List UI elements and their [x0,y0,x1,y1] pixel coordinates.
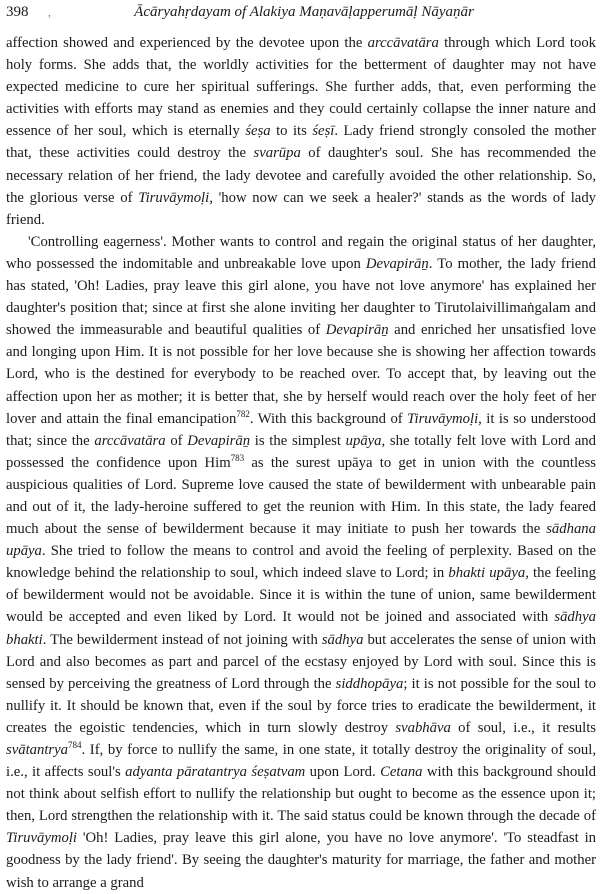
text-run: . To mother, the lady friend has stated, 'Oh! Ladies, pray leave this girl alone, you have not love anymore' has explained her daughter's position that; since at first she alone inviting her daughter to Tirutolaivillimaṅgalam and showed the immeasurable and beautiful qualities of [6,255,596,339]
page-body [6,32,596,894]
text-run: . The bewilderment instead of not joining with [42,631,322,648]
italic-term: svabhāva [395,719,451,736]
italic-term: sādhya [321,631,364,648]
text-run: through which Lord took holy forms. She adds that, the worldly activities for the betterment of daughter may not have expected medicine to cure her spiritual sufferings. She further adds, that, even performing the activities with efforts may stand as enemies and they could certainly collapse the inner nature and essence of her soul, which is eternally [6,35,597,140]
text-run: with this background should not think about selfish effort to nullify the relationship but ought to become as the essence upon it; then, Lord strengthen the relationship with it. The said status could be known through the decade of [6,764,596,825]
italic-term: svātantrya [6,742,69,758]
italic-term: sādhana upāya [6,521,596,560]
text-run: 'Controlling eagerness'. Mother wants to control and regain the original status of her daughter, who possessed the indomitable and unbreakable love upon [6,233,596,272]
header-mark: , [48,7,51,19]
text-run: . She tried to follow the means to control and avoid the feeling of perplexity. Based on the knowledge behind the relationship to soul, which indeed slave to Lord; in [6,543,596,582]
text-run: , it is so understood that; since the [6,410,596,449]
footnote-ref: 783 [230,452,245,463]
italic-term: siddhopāya [335,675,404,692]
italic-term: adyanta pāratantrya śeṣatvam [125,764,306,781]
text-run: is the simplest [250,432,346,449]
italic-term: śeṣī [312,123,335,140]
italic-term: Devapirāṉ [325,322,389,339]
italic-term: upāya [345,432,382,449]
text-run: . With this background of [249,410,408,427]
italic-term: sādhya bhakti [6,609,596,648]
paragraph [6,231,596,894]
italic-term: Tiruvāymoḷi [6,830,77,847]
italic-term: śeṣa [245,123,271,140]
footnote-ref: 782 [236,408,250,419]
text-run: to its [270,123,313,140]
text-run: but accelerates the sense of union with Lord and also becomes as part and parcel of the ecstasy enjoyed by Lord with soul. Since this is sensed by perceiving the greatness of Lord through the [6,631,597,692]
italic-term: Tiruvāymoḷi [407,410,479,427]
text-run: 'Oh! Ladies, pray leave this girl alone, you have no love anymore'. 'To steadfast in goodness by the lady friend'. By seeing the daughter's maturity for marriage, the father and mother wish to arrange a grand [6,830,596,891]
footnote-ref: 784 [68,740,82,751]
italic-term: Devapirāṉ [187,432,251,449]
text-run: as the surest upāya to get in union with the countless auspicious qualities of Lord. Supreme love caused the state of bewilderment with unbearable pain and out of it, the lady-heroine suffered to get the reunion with Him. In this state, the lady feared much about the sense of bewilderment because it may initiate to push her towards the [6,454,596,538]
italic-term: Devapirāṉ [365,255,429,272]
text-run: of soul, i.e., it results [450,719,597,736]
page-header [6,4,596,26]
text-run: ; it is not possible for the soul to nullify it. It should be known that, even if the soul by force tries to eradicate the bewilderment, it creates the egoistic tendencies, which in turn slowly destroy [6,675,596,736]
text-run: . If, by force to nullify the same, in one state, it totally destroy the originality of soul, i.e., it affects soul's [6,742,596,781]
italic-term: svarūpa [253,145,301,162]
italic-term: arccāvatāra [367,35,439,51]
italic-term: bhakti upāya [448,565,526,582]
text-run: of daughter's soul. She has recommended the necessary relation of her friend, the lady devotee and carefully avoided the other relationship. So, the glorious verse of [6,145,596,206]
italic-term: Cetana [380,764,423,781]
text-run: , 'how now can we seek a healer?' stands as the words of lady friend. [6,189,597,228]
text-run: , she totally felt love with Lord and possessed the confidence upon Him [6,432,596,471]
text-run: and enriched her unsatisfied love and longing upon Him. It is not possible for her love because she is showing her affection towards Lord, who is the destined for everybody to be reached over. To accept that, by leaving out the affection upon her as mother; it is better that, she by herself would reach over the holy feet of her lover and attain the final emancipation [6,322,596,427]
text-run: , the feeling of bewilderment would not be avoidable. Since it is within the tune of union, same bewilderment would be accepted and even liked by Lord. It would not be joined and associated with [6,565,596,626]
text-run: . Lady friend strongly consoled the mother that, these activities could destroy the [6,123,596,162]
running-title: Ācāryahṛdayam of Alakiya Maṇavāḷapperumāḷ Nāyaṇār [134,4,474,20]
page-number: 398 [6,4,29,20]
text-run: upon Lord. [305,764,381,781]
text-run: of [165,432,188,449]
paragraph [6,32,596,231]
text-run: affection showed and experienced by the devotee upon the [6,35,368,51]
italic-term: arccāvatāra [94,432,166,449]
italic-term: Tiruvāymoḷi [138,189,210,206]
